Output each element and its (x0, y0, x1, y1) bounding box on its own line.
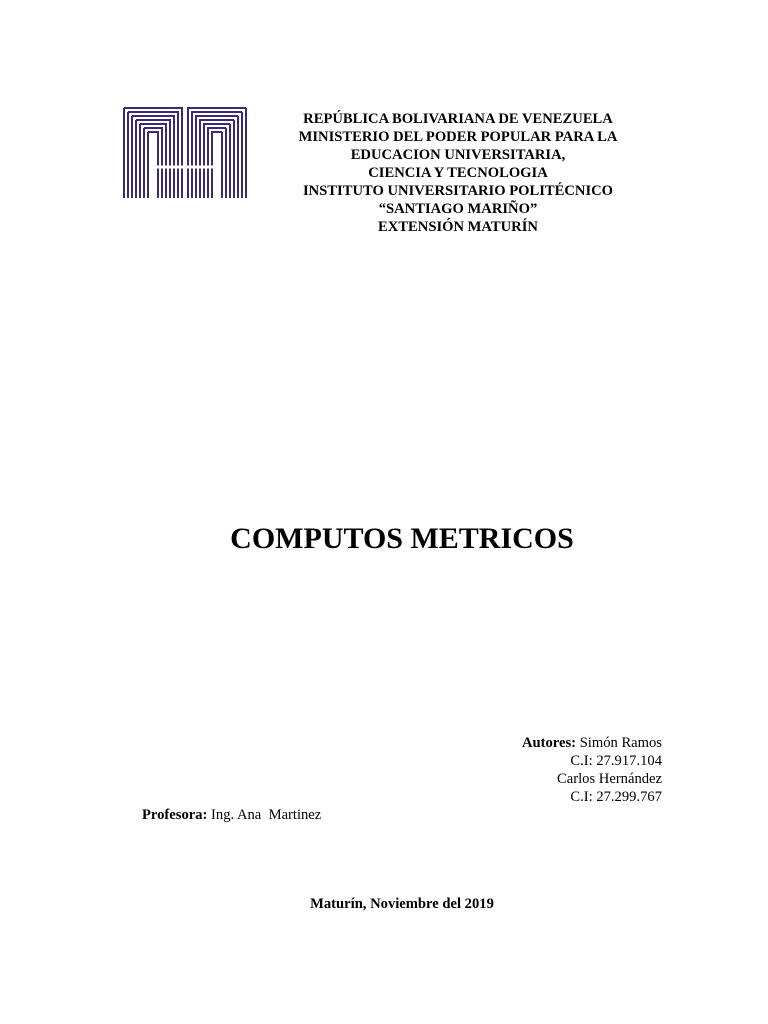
author-1-name: Simón Ramos (579, 735, 662, 751)
author-1-line (522, 734, 662, 752)
author-2-name: Carlos Hernández (557, 771, 662, 787)
institution-header (268, 110, 648, 236)
document-title: COMPUTOS METRICOS (230, 522, 574, 555)
header-line: CIENCIA Y TECNOLOGIA (368, 165, 548, 181)
professor-line (142, 806, 321, 824)
header-line: “SANTIAGO MARIÑO” (378, 201, 538, 217)
header-line: EXTENSIÓN MATURÍN (378, 219, 538, 235)
author-2-ci: C.I: 27.299.767 (570, 789, 662, 805)
header-line: REPÚBLICA BOLIVARIANA DE VENEZUELA (303, 111, 613, 127)
authors-block (522, 734, 662, 806)
professor-label: Profesora: (142, 807, 208, 823)
institute-logo-icon (123, 107, 247, 199)
header-line: MINISTERIO DEL PODER POPULAR PARA LA (298, 129, 618, 145)
header-line: INSTITUTO UNIVERSITARIO POLITÉCNICO (302, 183, 614, 199)
author-1-ci: C.I: 27.917.104 (570, 753, 662, 769)
authors-label: Autores: (521, 735, 577, 751)
professor-name: Ing. Ana Martinez (211, 807, 322, 823)
place-date: Maturín, Noviembre del 2019 (310, 896, 494, 912)
header-line: EDUCACION UNIVERSITARIA, (350, 147, 566, 163)
